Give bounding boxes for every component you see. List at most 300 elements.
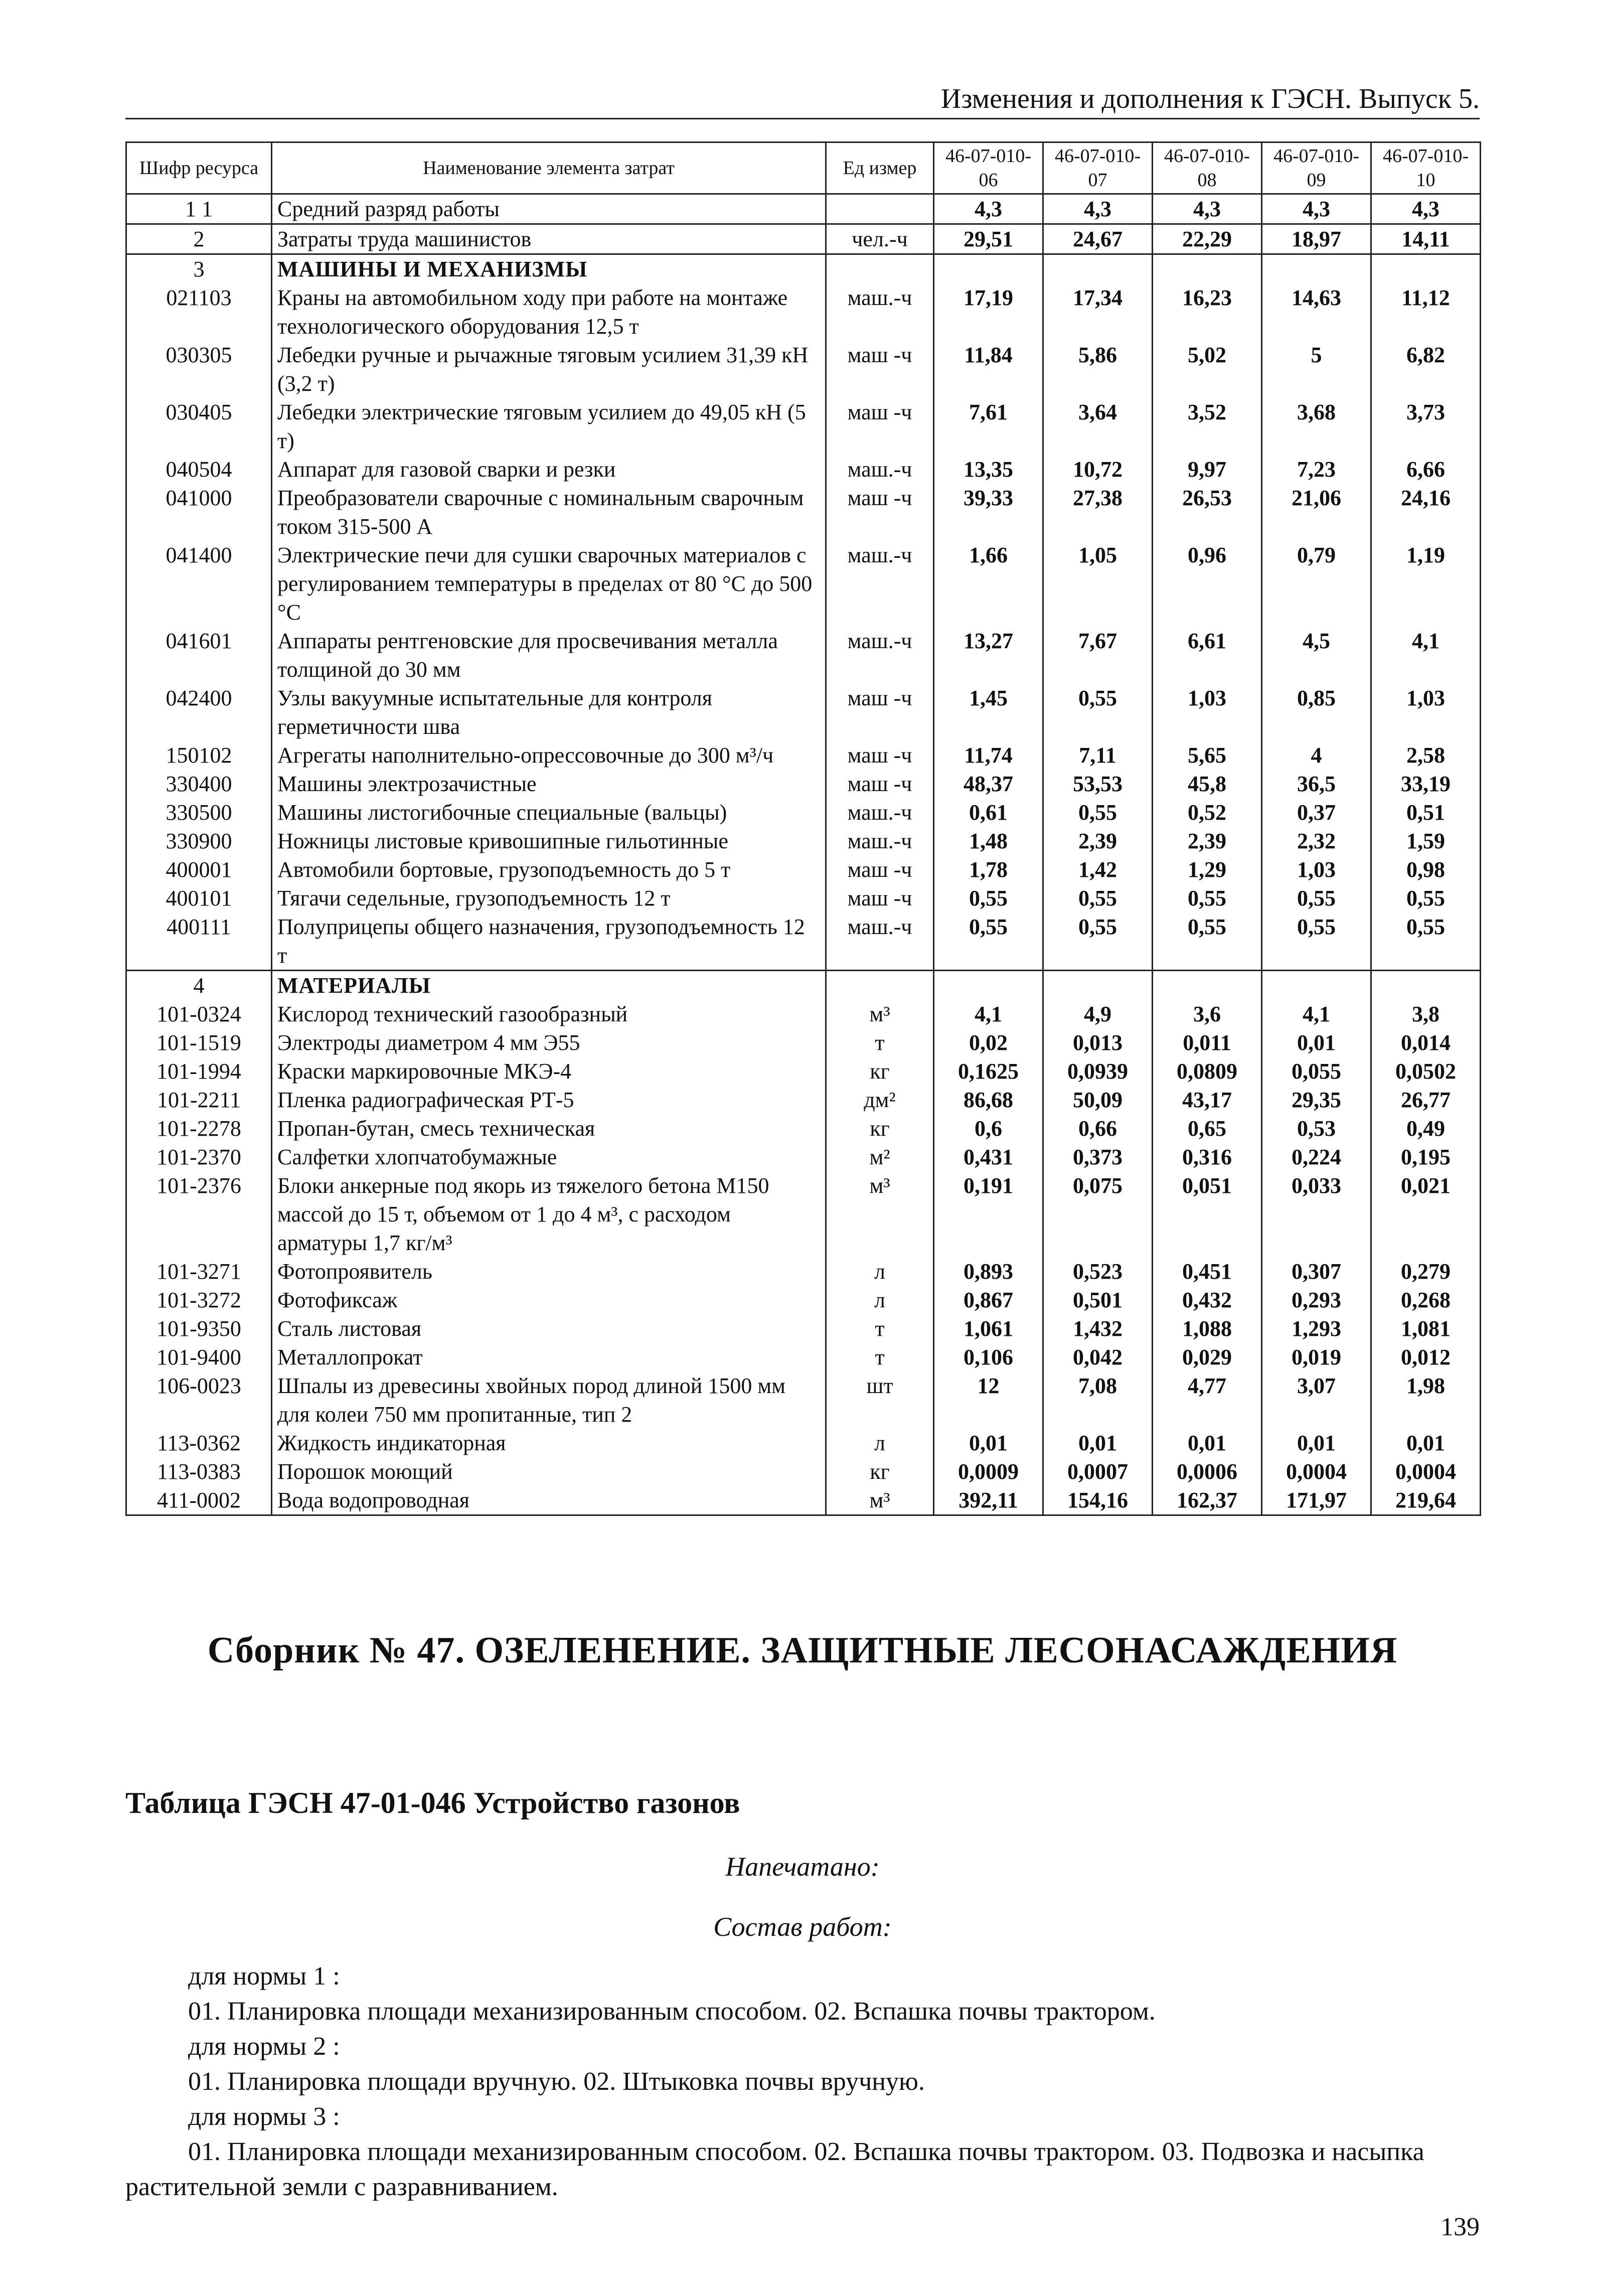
resource-name: Электрические печи для сушки сварочных материалов с регулированием температуры в пределах от 80 °С до 500 °С [272, 541, 826, 627]
value-cell: 4,77 [1153, 1371, 1262, 1429]
resource-name: Узлы вакуумные испытательные для контроля герметичности шва [272, 684, 826, 741]
unit-cell: дм² [826, 1086, 934, 1114]
unit-cell: маш -ч [826, 855, 934, 884]
value-cell: 0,55 [1043, 684, 1153, 741]
value-cell: 0,55 [1153, 884, 1262, 912]
value-cell: 0,55 [1043, 884, 1153, 912]
unit-cell: л [826, 1257, 934, 1286]
resource-name: Вода водопроводная [272, 1486, 826, 1515]
resource-name: Блоки анкерные под якорь из тяжелого бетона М150 массой до 15 т, объемом от 1 до 4 м³, с расходом арматуры 1,7 кг/м³ [272, 1171, 826, 1257]
value-cell [1043, 254, 1153, 284]
unit-cell: маш.-ч [826, 455, 934, 484]
value-cell: 154,16 [1043, 1486, 1153, 1515]
value-cell: 0,0009 [934, 1457, 1043, 1486]
value-cell: 4,1 [1262, 1000, 1371, 1028]
resource-code: 101-1519 [126, 1028, 272, 1057]
resource-name: Фотопроявитель [272, 1257, 826, 1286]
table-row [126, 741, 1481, 770]
unit-cell: маш -ч [826, 484, 934, 541]
unit-cell: кг [826, 1057, 934, 1086]
table-row [126, 912, 1481, 971]
table-row [126, 1457, 1481, 1486]
value-cell: 0,451 [1153, 1257, 1262, 1286]
value-cell: 0,55 [1262, 884, 1371, 912]
value-cell: 0,0006 [1153, 1457, 1262, 1486]
resource-name: Преобразователи сварочные с номинальным сварочным током 315-500 А [272, 484, 826, 541]
value-cell: 16,23 [1153, 283, 1262, 341]
value-cell: 0,307 [1262, 1257, 1371, 1286]
value-cell: 0,01 [1043, 1429, 1153, 1457]
value-cell: 4,3 [1043, 194, 1153, 224]
value-cell [1371, 254, 1481, 284]
value-cell: 17,34 [1043, 283, 1153, 341]
unit-cell [826, 254, 934, 284]
resource-name: Фотофиксаж [272, 1286, 826, 1314]
value-cell: 4,9 [1043, 1000, 1153, 1028]
value-cell: 171,97 [1262, 1486, 1371, 1515]
resource-name: Тягачи седельные, грузоподъемность 12 т [272, 884, 826, 912]
value-cell: 4 [1262, 741, 1371, 770]
value-cell: 2,39 [1153, 827, 1262, 855]
value-cell: 7,67 [1043, 627, 1153, 684]
value-cell: 0,01 [1262, 1028, 1371, 1057]
norm-label: для нормы 1 : [188, 1962, 340, 1991]
resource-name: Краны на автомобильном ходу при работе на монтаже технологического оборудования 12,5 т [272, 283, 826, 341]
value-cell: 1,98 [1371, 1371, 1481, 1429]
resource-code: 030305 [126, 341, 272, 398]
value-cell: 7,23 [1262, 455, 1371, 484]
value-cell: 0,55 [934, 912, 1043, 971]
resource-name: Полуприцепы общего назначения, грузоподъемность 12 т [272, 912, 826, 971]
table-row [126, 254, 1481, 284]
value-cell: 0,029 [1153, 1343, 1262, 1371]
unit-cell: шт [826, 1371, 934, 1429]
table-row [126, 1057, 1481, 1086]
collection-title: Сборник № 47. ОЗЕЛЕНЕНИЕ. ЗАЩИТНЫЕ ЛЕСОНАСАЖДЕНИЯ [207, 1630, 1398, 1671]
value-cell: 0,075 [1043, 1171, 1153, 1257]
value-cell: 1,081 [1371, 1314, 1481, 1343]
resource-code: 113-0383 [126, 1457, 272, 1486]
value-cell: 0,0939 [1043, 1057, 1153, 1086]
resource-name: Машины электрозачистные [272, 770, 826, 798]
resource-code: 4 [126, 971, 272, 1000]
unit-cell: т [826, 1028, 934, 1057]
table-row [126, 341, 1481, 398]
table-row [126, 1143, 1481, 1171]
unit-cell [826, 971, 934, 1000]
table-row [126, 283, 1481, 341]
value-cell [1043, 971, 1153, 1000]
value-cell: 7,61 [934, 398, 1043, 455]
value-cell: 0,373 [1043, 1143, 1153, 1171]
value-cell: 5 [1262, 341, 1371, 398]
column-header: 46-07-010-07 [1043, 142, 1153, 194]
unit-cell: маш.-ч [826, 627, 934, 684]
value-cell: 0,224 [1262, 1143, 1371, 1171]
value-cell: 3,68 [1262, 398, 1371, 455]
resource-code: 3 [126, 254, 272, 284]
running-header: Изменения и дополнения к ГЭСН. Выпуск 5. [125, 83, 1480, 119]
resource-name: Лебедки электрические тяговым усилием до 49,05 кН (5 т) [272, 398, 826, 455]
value-cell: 0,55 [1262, 912, 1371, 971]
unit-cell: т [826, 1343, 934, 1371]
value-cell: 4,3 [1371, 194, 1481, 224]
value-cell: 6,61 [1153, 627, 1262, 684]
resource-code: 150102 [126, 741, 272, 770]
value-cell: 4,5 [1262, 627, 1371, 684]
resource-code: 101-3271 [126, 1257, 272, 1286]
value-cell: 4,3 [934, 194, 1043, 224]
column-header: 46-07-010-09 [1262, 142, 1371, 194]
value-cell: 13,27 [934, 627, 1043, 684]
value-cell: 0,033 [1262, 1171, 1371, 1257]
value-cell: 4,3 [1153, 194, 1262, 224]
resource-code: 2 [126, 224, 272, 254]
value-cell: 11,84 [934, 341, 1043, 398]
value-cell: 3,73 [1371, 398, 1481, 455]
value-cell: 1,03 [1262, 855, 1371, 884]
unit-cell: кг [826, 1457, 934, 1486]
unit-cell: чел.-ч [826, 224, 934, 254]
value-cell: 0,867 [934, 1286, 1043, 1314]
column-header: Ед измер [826, 142, 934, 194]
resource-code: 040504 [126, 455, 272, 484]
value-cell: 0,66 [1043, 1114, 1153, 1143]
table-row [126, 224, 1481, 254]
unit-cell [826, 194, 934, 224]
value-cell: 2,39 [1043, 827, 1153, 855]
resource-code: 113-0362 [126, 1429, 272, 1457]
unit-cell: л [826, 1286, 934, 1314]
unit-cell: м³ [826, 1486, 934, 1515]
resource-code: 330400 [126, 770, 272, 798]
table-row [126, 1371, 1481, 1429]
resource-code: 101-0324 [126, 1000, 272, 1028]
value-cell: 6,82 [1371, 341, 1481, 398]
value-cell [1262, 254, 1371, 284]
resource-name: Средний разряд работы [272, 194, 826, 224]
resource-name: Пленка радиографическая РТ-5 [272, 1086, 826, 1114]
value-cell: 5,65 [1153, 741, 1262, 770]
value-cell: 1,66 [934, 541, 1043, 627]
column-header: 46-07-010-06 [934, 142, 1043, 194]
value-cell: 10,72 [1043, 455, 1153, 484]
value-cell: 1,088 [1153, 1314, 1262, 1343]
value-cell: 0,019 [1262, 1343, 1371, 1371]
unit-cell: маш.-ч [826, 912, 934, 971]
value-cell: 0,268 [1371, 1286, 1481, 1314]
value-cell [1262, 971, 1371, 1000]
value-cell: 0,55 [934, 884, 1043, 912]
value-cell: 36,5 [1262, 770, 1371, 798]
unit-cell: м³ [826, 1171, 934, 1257]
value-cell: 0,195 [1371, 1143, 1481, 1171]
norm-text: 01. Планировка площади механизированным способом. 02. Вспашка почвы трактором. [188, 1997, 1156, 2026]
value-cell: 0,501 [1043, 1286, 1153, 1314]
table-row [126, 541, 1481, 627]
value-cell: 50,09 [1043, 1086, 1153, 1114]
resource-code: 101-9350 [126, 1314, 272, 1343]
resource-name: Порошок моющий [272, 1457, 826, 1486]
unit-cell: кг [826, 1114, 934, 1143]
value-cell: 29,35 [1262, 1086, 1371, 1114]
value-cell: 1,05 [1043, 541, 1153, 627]
resource-code: 101-1994 [126, 1057, 272, 1086]
table-row [126, 798, 1481, 827]
value-cell: 0,98 [1371, 855, 1481, 884]
value-cell: 2,58 [1371, 741, 1481, 770]
value-cell: 0,96 [1153, 541, 1262, 627]
resource-code: 101-3272 [126, 1286, 272, 1314]
value-cell: 11,12 [1371, 283, 1481, 341]
value-cell: 0,432 [1153, 1286, 1262, 1314]
unit-cell: маш -ч [826, 684, 934, 741]
unit-cell: маш -ч [826, 884, 934, 912]
resource-name: Салфетки хлопчатобумажные [272, 1143, 826, 1171]
value-cell: 219,64 [1371, 1486, 1481, 1515]
unit-cell: маш.-ч [826, 827, 934, 855]
norm-label: для нормы 3 : [188, 2102, 340, 2131]
resource-code: 411-0002 [126, 1486, 272, 1515]
value-cell: 0,012 [1371, 1343, 1481, 1371]
resource-name: Аппарат для газовой сварки и резки [272, 455, 826, 484]
value-cell: 1,03 [1371, 684, 1481, 741]
table-title: Таблица ГЭСН 47-01-046 Устройство газонов [125, 1786, 740, 1819]
value-cell: 0,0004 [1371, 1457, 1481, 1486]
value-cell: 29,51 [934, 224, 1043, 254]
value-cell: 0,37 [1262, 798, 1371, 827]
value-cell [1153, 254, 1262, 284]
page-number: 139 [1441, 2213, 1480, 2241]
value-cell: 3,6 [1153, 1000, 1262, 1028]
norm-text: 01. Планировка площади вручную. 02. Штыковка почвы вручную. [188, 2067, 925, 2096]
resource-name: Ножницы листовые кривошипные гильотинные [272, 827, 826, 855]
value-cell: 7,11 [1043, 741, 1153, 770]
value-cell: 7,08 [1043, 1371, 1153, 1429]
value-cell: 5,86 [1043, 341, 1153, 398]
value-cell: 0,65 [1153, 1114, 1262, 1143]
unit-cell: маш.-ч [826, 798, 934, 827]
resource-code: 101-2370 [126, 1143, 272, 1171]
resource-code: 106-0023 [126, 1371, 272, 1429]
value-cell: 0,316 [1153, 1143, 1262, 1171]
column-header: Наименование элемента затрат [272, 142, 826, 194]
table-row [126, 1000, 1481, 1028]
table-row [126, 1286, 1481, 1314]
table-row [126, 884, 1481, 912]
value-cell: 24,16 [1371, 484, 1481, 541]
value-cell: 0,106 [934, 1343, 1043, 1371]
value-cell: 0,055 [1262, 1057, 1371, 1086]
value-cell: 1,45 [934, 684, 1043, 741]
table-row [126, 398, 1481, 455]
unit-cell: т [826, 1314, 934, 1343]
unit-cell: маш -ч [826, 770, 934, 798]
table-body [126, 194, 1481, 1515]
value-cell: 0,191 [934, 1171, 1043, 1257]
resource-code: 330900 [126, 827, 272, 855]
table-header-row [126, 142, 1481, 194]
resource-name: Лебедки ручные и рычажные тяговым усилием 31,39 кН (3,2 т) [272, 341, 826, 398]
value-cell: 0,0004 [1262, 1457, 1371, 1486]
unit-cell: л [826, 1429, 934, 1457]
value-cell: 0,55 [1043, 912, 1153, 971]
table-row [126, 1429, 1481, 1457]
resource-code: 400111 [126, 912, 272, 971]
work-composition-label: Состав работ: [713, 1912, 892, 1942]
value-cell: 1,42 [1043, 855, 1153, 884]
table-row [126, 1171, 1481, 1257]
unit-cell: м³ [826, 1000, 934, 1028]
table-row [126, 484, 1481, 541]
printed-label: Напечатано: [725, 1852, 880, 1882]
value-cell: 0,021 [1371, 1171, 1481, 1257]
value-cell: 3,64 [1043, 398, 1153, 455]
value-cell: 17,19 [934, 283, 1043, 341]
value-cell: 14,63 [1262, 283, 1371, 341]
value-cell: 0,51 [1371, 798, 1481, 827]
value-cell: 0,53 [1262, 1114, 1371, 1143]
value-cell: 1,03 [1153, 684, 1262, 741]
table-row [126, 455, 1481, 484]
value-cell: 0,55 [1371, 884, 1481, 912]
value-cell [1371, 971, 1481, 1000]
value-cell: 0,279 [1371, 1257, 1481, 1286]
value-cell: 162,37 [1153, 1486, 1262, 1515]
unit-cell: маш -ч [826, 741, 934, 770]
value-cell: 27,38 [1043, 484, 1153, 541]
value-cell [1153, 971, 1262, 1000]
value-cell: 0,293 [1262, 1286, 1371, 1314]
value-cell: 26,53 [1153, 484, 1262, 541]
value-cell [934, 254, 1043, 284]
value-cell: 24,67 [1043, 224, 1153, 254]
table-row [126, 770, 1481, 798]
resource-code: 330500 [126, 798, 272, 827]
value-cell: 0,01 [1262, 1429, 1371, 1457]
resource-code: 030405 [126, 398, 272, 455]
value-cell: 0,011 [1153, 1028, 1262, 1057]
value-cell: 0,01 [934, 1429, 1043, 1457]
value-cell: 1,432 [1043, 1314, 1153, 1343]
value-cell: 1,061 [934, 1314, 1043, 1343]
value-cell: 1,48 [934, 827, 1043, 855]
value-cell: 0,0809 [1153, 1057, 1262, 1086]
unit-cell: м² [826, 1143, 934, 1171]
table-row [126, 627, 1481, 684]
value-cell: 21,06 [1262, 484, 1371, 541]
value-cell: 22,29 [1153, 224, 1262, 254]
table-row [126, 1028, 1481, 1057]
resource-code: 041400 [126, 541, 272, 627]
value-cell: 18,97 [1262, 224, 1371, 254]
value-cell: 0,61 [934, 798, 1043, 827]
value-cell: 0,01 [1153, 1429, 1262, 1457]
column-header: Шифр ресурса [126, 142, 272, 194]
value-cell: 0,042 [1043, 1343, 1153, 1371]
value-cell: 0,431 [934, 1143, 1043, 1171]
table-row [126, 1114, 1481, 1143]
value-cell: 86,68 [934, 1086, 1043, 1114]
resource-code: 101-9400 [126, 1343, 272, 1371]
resource-name: Краски маркировочные МКЭ-4 [272, 1057, 826, 1086]
value-cell: 0,02 [934, 1028, 1043, 1057]
value-cell: 45,8 [1153, 770, 1262, 798]
resource-name: Агрегаты наполнительно-опрессовочные до 300 м³/ч [272, 741, 826, 770]
value-cell: 0,49 [1371, 1114, 1481, 1143]
resource-name: Пропан-бутан, смесь техническая [272, 1114, 826, 1143]
column-header: 46-07-010-10 [1371, 142, 1481, 194]
table-row [126, 1257, 1481, 1286]
table-row [126, 1086, 1481, 1114]
value-cell: 4,3 [1262, 194, 1371, 224]
value-cell: 3,07 [1262, 1371, 1371, 1429]
unit-cell: маш -ч [826, 341, 934, 398]
value-cell: 1,293 [1262, 1314, 1371, 1343]
table-row [126, 827, 1481, 855]
value-cell: 0,523 [1043, 1257, 1153, 1286]
value-cell: 0,55 [1043, 798, 1153, 827]
resource-code: 101-2211 [126, 1086, 272, 1114]
value-cell: 0,6 [934, 1114, 1043, 1143]
resource-code: 1 1 [126, 194, 272, 224]
value-cell: 1,29 [1153, 855, 1262, 884]
resource-name: Затраты труда машинистов [272, 224, 826, 254]
value-cell: 5,02 [1153, 341, 1262, 398]
value-cell: 6,66 [1371, 455, 1481, 484]
value-cell: 0,0502 [1371, 1057, 1481, 1086]
resource-code: 042400 [126, 684, 272, 741]
value-cell: 0,85 [1262, 684, 1371, 741]
value-cell: 392,11 [934, 1486, 1043, 1515]
value-cell: 1,19 [1371, 541, 1481, 627]
table-row [126, 1486, 1481, 1515]
column-header: 46-07-010-08 [1153, 142, 1262, 194]
value-cell: 39,33 [934, 484, 1043, 541]
value-cell: 0,051 [1153, 1171, 1262, 1257]
table-row [126, 855, 1481, 884]
table-row [126, 971, 1481, 1000]
value-cell: 43,17 [1153, 1086, 1262, 1114]
table-row [126, 684, 1481, 741]
resource-name: Шпалы из древесины хвойных пород длиной 1500 мм для колеи 750 мм пропитанные, тип 2 [272, 1371, 826, 1429]
value-cell: 9,97 [1153, 455, 1262, 484]
resource-code: 021103 [126, 283, 272, 341]
value-cell: 48,37 [934, 770, 1043, 798]
value-cell: 1,78 [934, 855, 1043, 884]
value-cell: 33,19 [1371, 770, 1481, 798]
section-title: МАШИНЫ И МЕХАНИЗМЫ [272, 254, 826, 284]
resource-name: Аппараты рентгеновские для просвечивания металла толщиной до 30 мм [272, 627, 826, 684]
resource-code: 400101 [126, 884, 272, 912]
value-cell: 11,74 [934, 741, 1043, 770]
value-cell: 0,79 [1262, 541, 1371, 627]
table-row [126, 1314, 1481, 1343]
value-cell: 4,1 [934, 1000, 1043, 1028]
value-cell: 0,1625 [934, 1057, 1043, 1086]
value-cell: 0,0007 [1043, 1457, 1153, 1486]
value-cell: 2,32 [1262, 827, 1371, 855]
resource-code: 101-2278 [126, 1114, 272, 1143]
value-cell: 0,893 [934, 1257, 1043, 1286]
norm-label: для нормы 2 : [188, 2032, 340, 2061]
resource-table [125, 141, 1481, 1516]
resource-code: 041601 [126, 627, 272, 684]
value-cell: 0,52 [1153, 798, 1262, 827]
resource-name: Электроды диаметром 4 мм Э55 [272, 1028, 826, 1057]
resource-code: 101-2376 [126, 1171, 272, 1257]
value-cell: 3,8 [1371, 1000, 1481, 1028]
